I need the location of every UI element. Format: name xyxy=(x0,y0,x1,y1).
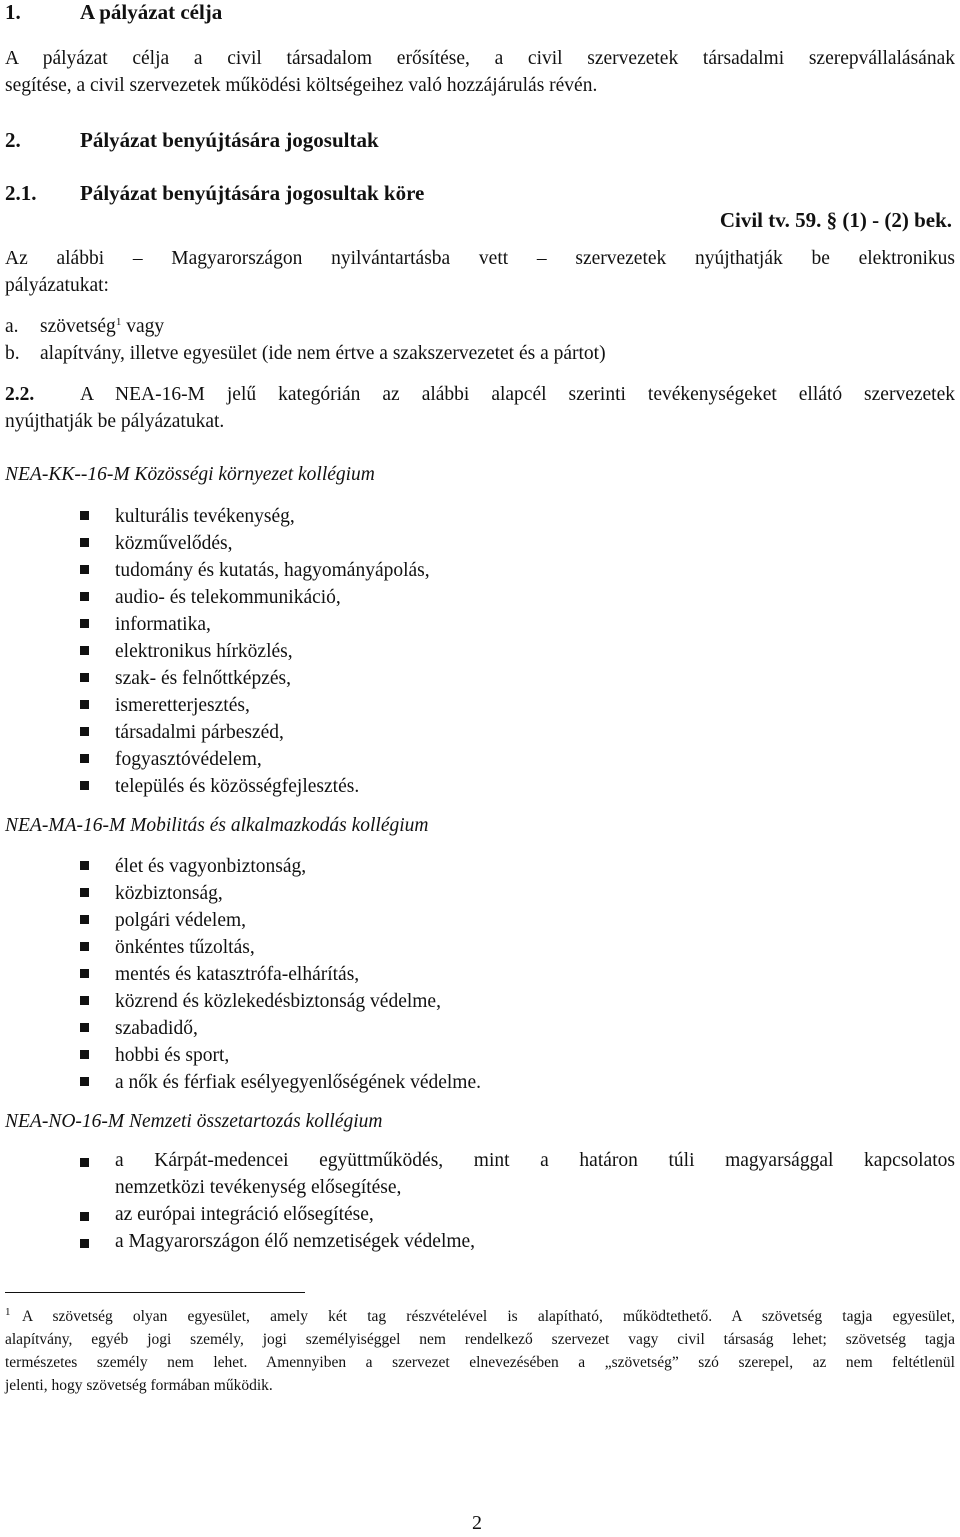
square-bullet-icon xyxy=(80,1158,89,1167)
item-a xyxy=(40,316,164,338)
section-2-1-number: 2.1. xyxy=(5,181,37,205)
list-item: közrend és közlekedésbiztonság védelme, xyxy=(80,988,481,1015)
section-2-2-line-1: A NEA-16-M jelű kategórián az alábbi alapcél szerinti tevékenységeket ellátó szervezetek xyxy=(80,384,955,405)
section-1-title: A pályázat célja xyxy=(80,0,223,24)
square-bullet-icon xyxy=(80,673,89,682)
college-ma-list xyxy=(80,853,481,1096)
footnote-marker: 1 xyxy=(5,1306,11,1318)
list-item: szak- és felnőttképzés, xyxy=(80,665,430,692)
section-2-2-line-2: nyújthatják be pályázatukat. xyxy=(5,411,225,432)
list-item: önkéntes tűzoltás, xyxy=(80,934,481,961)
college-no-item-1-line-1: a Kárpát-medencei együttműködés, mint a határon túli magyarsággal kapcsolatos xyxy=(115,1150,955,1171)
section-1-para-line-2: segítése, a civil szervezetek működési költségeihez való hozzájárulás révén. xyxy=(5,75,598,96)
square-bullet-icon xyxy=(80,1212,89,1221)
footnote-line-2: alapítvány, egyéb jogi személy, jogi személyiséggel nem rendelkező szervezet vagy civil társaság lehet; szövetség tagja xyxy=(5,1331,955,1348)
section-2-title: Pályázat benyújtására jogosultak xyxy=(80,128,379,152)
list-item: társadalmi párbeszéd, xyxy=(80,719,430,746)
section-2-2-number: 2.2. xyxy=(5,384,35,405)
list-item: élet és vagyonbiztonság, xyxy=(80,853,481,880)
square-bullet-icon xyxy=(80,888,89,897)
list-item: mentés és katasztrófa-elhárítás, xyxy=(80,961,481,988)
college-no-item-1-line-2: nemzetközi tevékenység elősegítése, xyxy=(115,1177,402,1198)
college-kk-list xyxy=(80,503,430,800)
page-number: 2 xyxy=(472,1512,482,1534)
item-a-marker: a. xyxy=(5,316,19,337)
square-bullet-icon xyxy=(80,1077,89,1086)
college-ma-title: NEA-MA-16-M Mobilitás és alkalmazkodás kollégium xyxy=(5,815,429,836)
footnote-line-1: A szövetség olyan egyesület, amely két tag részvételével is alapítható, működtethető. A szövetség tagja egyesület, xyxy=(22,1308,955,1325)
item-a-tail: vagy xyxy=(121,316,165,337)
section-2-number: 2. xyxy=(5,128,21,152)
list-item: település és közösségfejlesztés. xyxy=(80,773,430,800)
footnote-ref[interactable]: 1 xyxy=(115,316,122,328)
section-1-para-line-1: A pályázat célja a civil társadalom erősítése, a civil szervezetek társadalmi szerepvállalásának xyxy=(5,48,955,69)
section-2-1-para-line-2: pályázatukat: xyxy=(5,275,109,296)
square-bullet-icon xyxy=(80,915,89,924)
square-bullet-icon xyxy=(80,754,89,763)
list-item: a nők és férfiak esélyegyenlőségének védelme. xyxy=(80,1069,481,1096)
square-bullet-icon xyxy=(80,592,89,601)
section-2-1-para-line-1: Az alábbi – Magyarországon nyilvántartásba vett – szervezetek nyújthatják be elektronikus xyxy=(5,248,955,269)
footnote-line-4: jelenti, hogy szövetség formában működik. xyxy=(5,1377,273,1394)
list-item: fogyasztóvédelem, xyxy=(80,746,430,773)
college-kk-title: NEA-KK--16-M Közösségi környezet kollégium xyxy=(5,464,375,485)
college-no-title: NEA-NO-16-M Nemzeti összetartozás kollégium xyxy=(5,1111,383,1132)
square-bullet-icon xyxy=(80,781,89,790)
square-bullet-icon xyxy=(80,1050,89,1059)
square-bullet-icon xyxy=(80,511,89,520)
section-2-1-title: Pályázat benyújtására jogosultak köre xyxy=(80,181,425,205)
college-no-item-3: a Magyarországon élő nemzetiségek védelme, xyxy=(115,1231,476,1252)
footnote-line-3: természetes személy nem lehet. Amennyiben a szervezet elnevezésében a „szövetség” szó szerepel, az nem feltétlenül xyxy=(5,1354,955,1371)
list-item: polgári védelem, xyxy=(80,907,481,934)
list-item: audio- és telekommunikáció, xyxy=(80,584,430,611)
legal-reference: Civil tv. 59. § (1) - (2) bek. xyxy=(719,208,952,232)
list-item: elektronikus hírközlés, xyxy=(80,638,430,665)
item-a-text: szövetség xyxy=(40,316,116,337)
list-item: informatika, xyxy=(80,611,430,638)
square-bullet-icon xyxy=(80,861,89,870)
list-item: hobbi és sport, xyxy=(80,1042,481,1069)
list-item: tudomány és kutatás, hagyományápolás, xyxy=(80,557,430,584)
list-item: közbiztonság, xyxy=(80,880,481,907)
list-item: kulturális tevékenység, xyxy=(80,503,430,530)
square-bullet-icon xyxy=(80,727,89,736)
list-item: szabadidő, xyxy=(80,1015,481,1042)
item-b-text: alapítvány, illetve egyesület (ide nem értve a szakszervezetet és a pártot) xyxy=(40,343,606,364)
college-no-item-2: az európai integráció elősegítése, xyxy=(115,1204,374,1225)
square-bullet-icon xyxy=(80,646,89,655)
footnote-separator xyxy=(5,1292,305,1293)
square-bullet-icon xyxy=(80,538,89,547)
square-bullet-icon xyxy=(80,942,89,951)
list-item: ismeretterjesztés, xyxy=(80,692,430,719)
square-bullet-icon xyxy=(80,969,89,978)
square-bullet-icon xyxy=(80,1239,89,1248)
square-bullet-icon xyxy=(80,565,89,574)
square-bullet-icon xyxy=(80,1023,89,1032)
square-bullet-icon xyxy=(80,996,89,1005)
square-bullet-icon xyxy=(80,619,89,628)
list-item: közművelődés, xyxy=(80,530,430,557)
item-b-marker: b. xyxy=(5,343,20,364)
square-bullet-icon xyxy=(80,700,89,709)
section-1-number: 1. xyxy=(5,0,21,24)
